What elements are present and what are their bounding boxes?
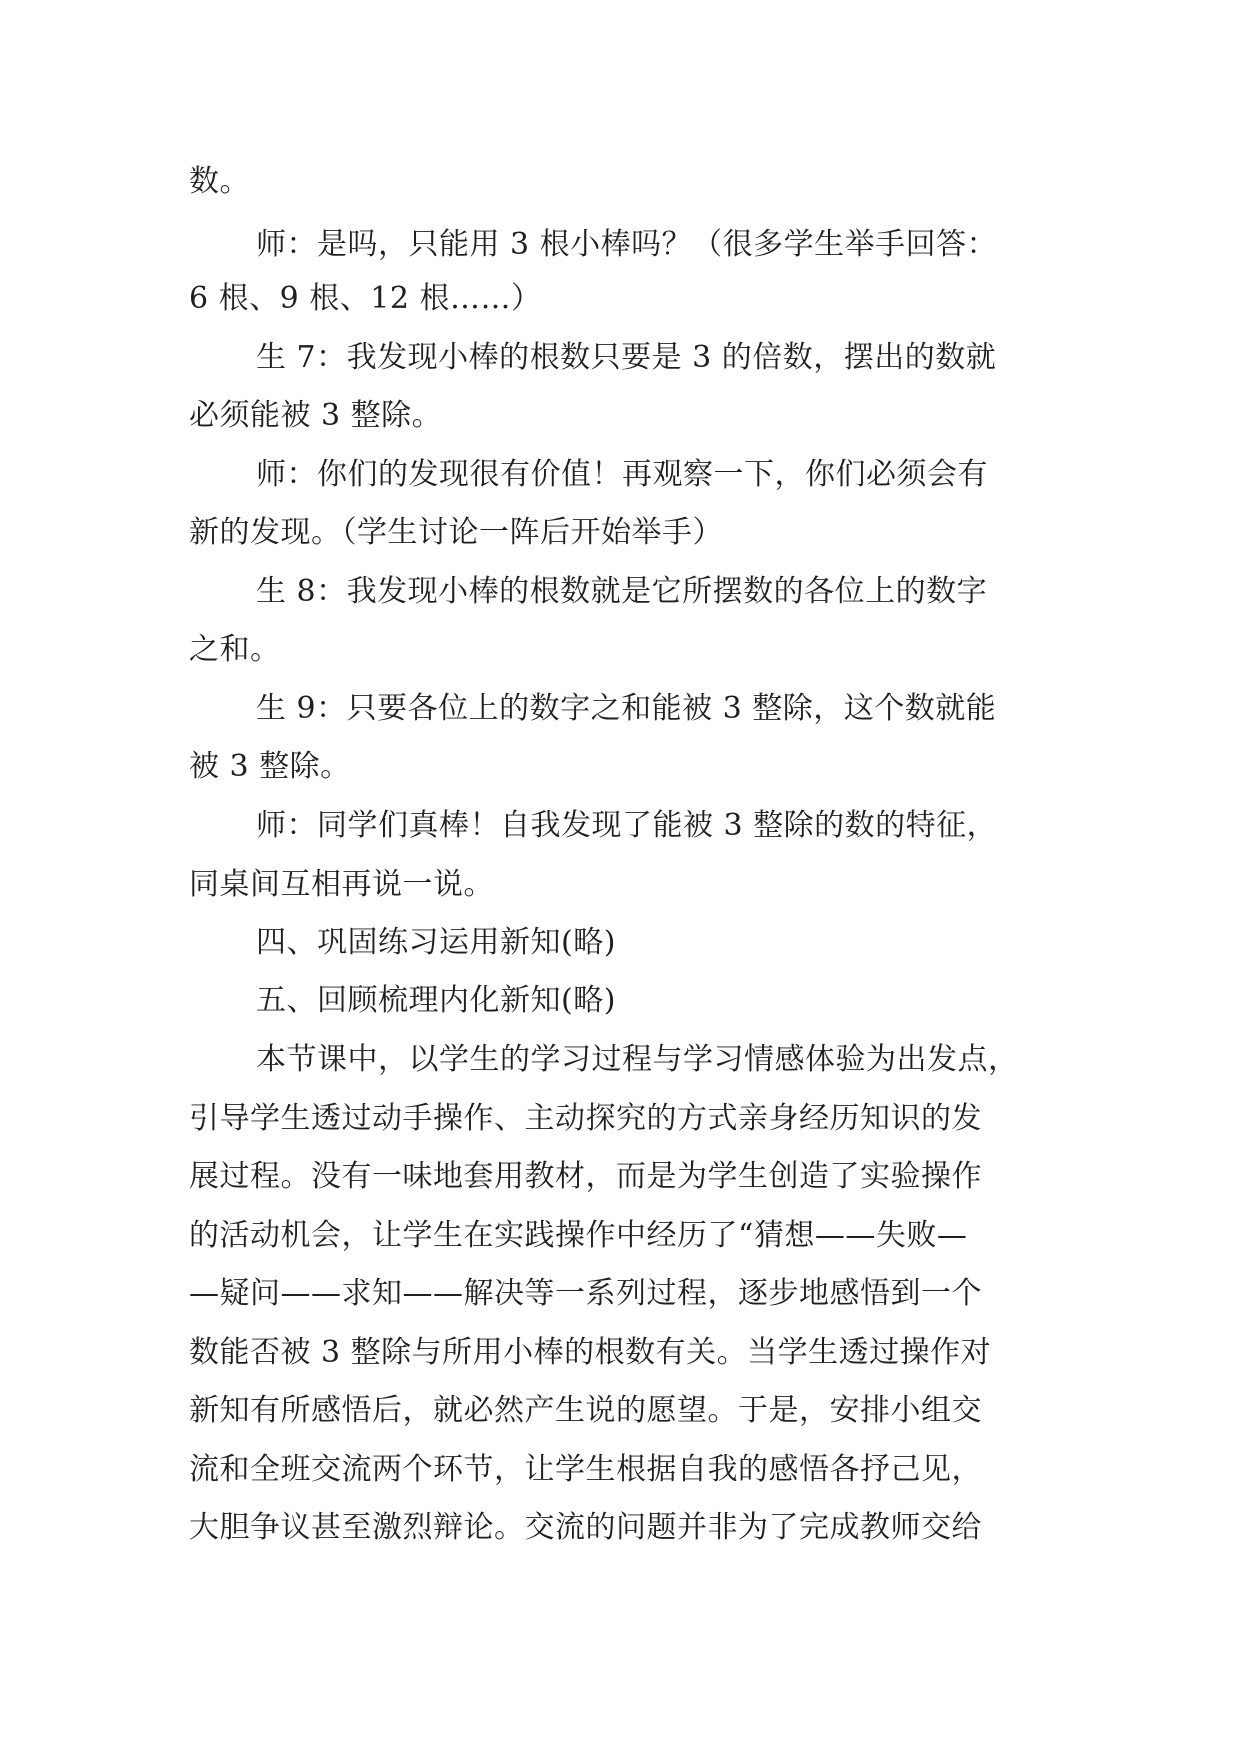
text-line: 数能否被 3 整除与所用小棒的根数有关。当学生透过操作对	[189, 1335, 992, 1370]
text-line: —疑问——求知——解决等一系列过程，逐步地感悟到一个	[189, 1276, 982, 1311]
text-line: 引导学生透过动手操作、主动探究的方式亲身经历知识的发	[189, 1101, 982, 1136]
text-line: 的活动机会，让学生在实践操作中经历了“猜想——失败—	[189, 1218, 968, 1253]
text-line: 流和全班交流两个环节，让学生根据自我的感悟各抒己见，	[189, 1452, 982, 1487]
text-line: 师：同学们真棒！自我发现了能被 3 整除的数的特征，	[256, 808, 998, 843]
text-line: 五、回顾梳理内化新知(略)	[256, 983, 616, 1018]
text-line: 生 7：我发现小棒的根数只要是 3 的倍数，摆出的数就	[256, 340, 997, 375]
text-line: 数。	[189, 164, 250, 199]
text-line: 师：是吗，只能用 3 根小棒吗？（很多学生举手回答：	[256, 227, 998, 262]
text-line: 6 根、9 根、12 根……）	[189, 281, 542, 316]
text-line: 新的发现。（学生讨论一阵后开始举手）	[189, 515, 723, 550]
text-line: 必须能被 3 整除。	[189, 398, 443, 433]
text-line: 被 3 整除。	[189, 749, 351, 784]
text-line: 大胆争议甚至激烈辩论。交流的问题并非为了完成教师交给	[189, 1510, 982, 1545]
text-line: 生 9：只要各位上的数字之和能被 3 整除，这个数就能	[256, 691, 997, 726]
text-line: 展过程。没有一味地套用教材，而是为学生创造了实验操作	[189, 1159, 982, 1194]
text-line: 四、巩固练习运用新知(略)	[256, 925, 616, 960]
text-line: 同桌间互相再说一说。	[189, 867, 494, 902]
text-line: 师：你们的发现很有价值！再观察一下，你们必须会有	[256, 457, 988, 492]
text-line: 之和。	[189, 632, 281, 667]
text-line: 生 8：我发现小棒的根数就是它所摆数的各位上的数字	[256, 574, 988, 609]
text-line: 本节课中，以学生的学习过程与学习情感体验为出发点，	[256, 1042, 1019, 1077]
text-line: 新知有所感悟后，就必然产生说的愿望。于是，安排小组交	[189, 1393, 982, 1428]
